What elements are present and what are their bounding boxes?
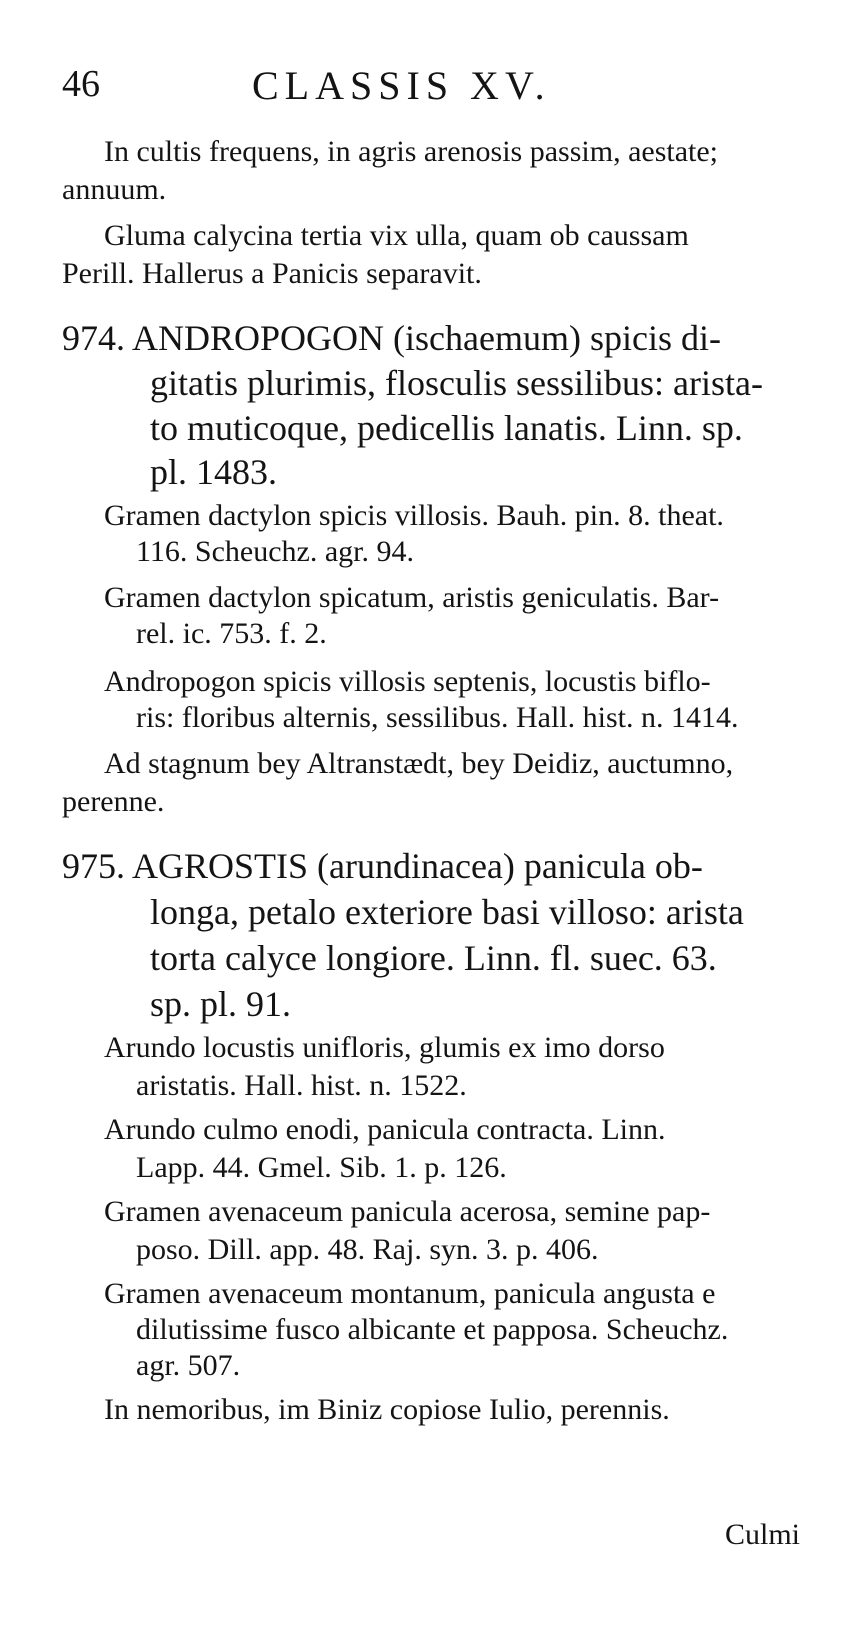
catchword: Culmi — [724, 1518, 800, 1551]
running-title: CLASSIS XV. — [252, 63, 551, 108]
text-line: In nemoribus, im Biniz copiose Iulio, perennis. — [104, 1393, 670, 1426]
text-line: longa, petalo exteriore basi villoso: arista — [150, 892, 744, 932]
text-line: Perill. Hallerus a Panicis separavit. — [62, 257, 482, 290]
text-line: rel. ic. 753. f. 2. — [136, 617, 327, 650]
entry-heading: 974. ANDROPOGON (ischaemum) spicis di- — [62, 318, 721, 358]
page-header — [62, 62, 622, 122]
text-line: Arundo culmo enodi, panicula contracta. Linn. — [104, 1113, 666, 1146]
text-line: to muticoque, pedicellis lanatis. Linn. sp. — [150, 408, 743, 448]
text-line: perenne. — [62, 785, 165, 818]
text-line: Gramen dactylon spicis villosis. Bauh. pin. 8. theat. — [104, 499, 724, 532]
text-line: Gramen avenaceum panicula acerosa, semine pap- — [104, 1195, 711, 1228]
text-line: Lapp. 44. Gmel. Sib. 1. p. 126. — [136, 1151, 507, 1184]
page-number: 46 — [62, 63, 100, 105]
text-line: Ad stagnum bey Altranstædt, bey Deidiz, auctumno, — [104, 747, 734, 780]
text-line: torta calyce longiore. Linn. fl. suec. 63. — [150, 938, 717, 978]
text-line: gitatis plurimis, flosculis sessilibus: arista- — [150, 363, 763, 403]
text-line: dilutissime fusco albicante et papposa. Scheuchz. — [136, 1313, 729, 1346]
text-line: Arundo locustis unifloris, glumis ex imo dorso — [104, 1031, 665, 1064]
text-line: ris: floribus alternis, sessilibus. Hall. hist. n. 1414. — [136, 701, 739, 734]
text-line: pl. 1483. — [150, 452, 278, 492]
text-line: poso. Dill. app. 48. Raj. syn. 3. p. 406. — [136, 1233, 599, 1266]
text-line: aristatis. Hall. hist. n. 1522. — [136, 1069, 467, 1102]
text-line: In cultis frequens, in agris arenosis passim, aestate; — [104, 135, 719, 168]
text-line: annuum. — [62, 173, 167, 206]
text-line: Gramen avenaceum montanum, panicula angusta e — [104, 1277, 716, 1310]
text-line: 116. Scheuchz. agr. 94. — [136, 535, 414, 568]
entry-heading: 975. AGROSTIS (arundinacea) panicula ob- — [62, 846, 703, 886]
text-line: Andropogon spicis villosis septenis, locustis biflo- — [104, 665, 711, 698]
text-line: sp. pl. 91. — [150, 984, 292, 1024]
text-line: agr. 507. — [136, 1349, 241, 1382]
text-line: Gramen dactylon spicatum, aristis geniculatis. Bar- — [104, 581, 720, 614]
text-line: Gluma calycina tertia vix ulla, quam ob caussam — [104, 219, 689, 252]
